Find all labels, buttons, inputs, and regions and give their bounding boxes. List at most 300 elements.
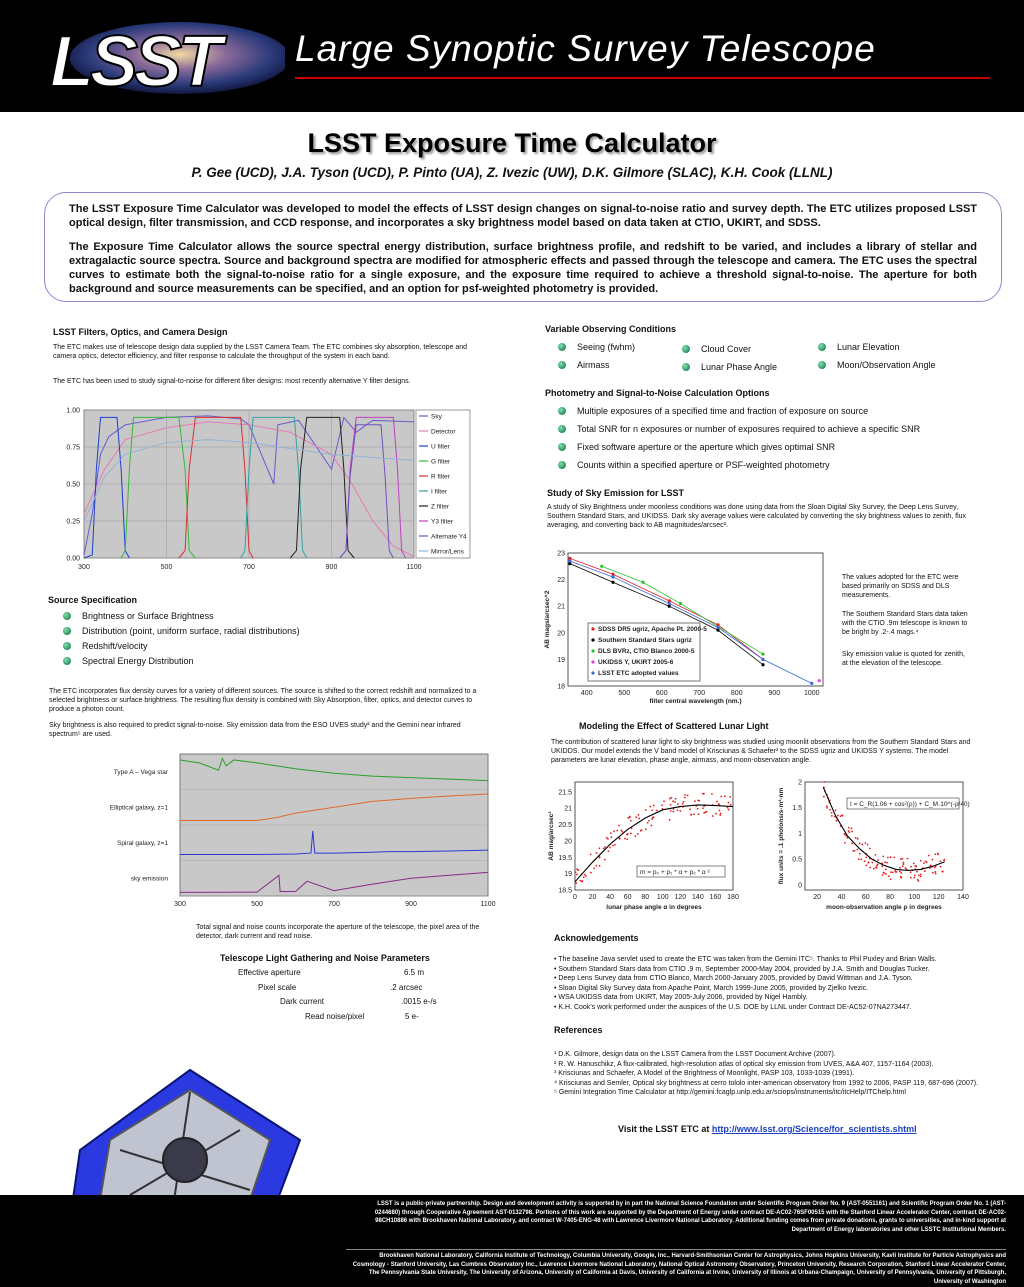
legend-swatch (591, 671, 594, 674)
param-value: .2 arcsec (390, 983, 423, 992)
sky-note-1: The values adopted for the ETC were based primarily on SDSS and DLS measurements. (842, 574, 959, 599)
x-tick-label: 80 (641, 894, 650, 901)
data-point (875, 866, 877, 868)
data-point (677, 809, 679, 811)
x-tick-label: 900 (405, 901, 417, 908)
data-point (761, 658, 764, 661)
data-point (886, 862, 888, 864)
legend-swatch (591, 638, 594, 641)
x-tick-label: 800 (730, 690, 743, 697)
data-point (596, 852, 598, 854)
x-tick-label: 500 (251, 901, 263, 908)
data-point (672, 800, 674, 802)
intro-box (44, 192, 1002, 302)
ack-text: Southern Standard Stars data from CTIO .9 m, September 2000-May 2004, provided by J.A. Smith and Douglas Tucker. (558, 965, 930, 973)
legend-label: Sky (431, 413, 442, 421)
x-tick-label: 60 (623, 894, 632, 901)
data-point (943, 859, 945, 861)
lsst-etc-link[interactable]: http://www.lsst.org/Science/for_scientists.shtml (711, 1124, 917, 1134)
x-tick-label: 160 (709, 894, 722, 901)
data-point (669, 798, 671, 800)
data-point (663, 800, 665, 802)
data-point (867, 844, 869, 846)
data-point (873, 868, 875, 870)
x-tick-label: 100 (908, 894, 921, 901)
data-point (882, 855, 884, 857)
data-point (611, 575, 614, 578)
data-point (627, 833, 629, 835)
data-point (630, 833, 632, 835)
visit-line (618, 1124, 917, 1134)
data-point (624, 838, 626, 840)
data-point (698, 800, 700, 802)
photometry-list (555, 405, 920, 477)
data-point (877, 859, 879, 861)
y-tick-label: 23 (557, 550, 565, 558)
data-point (937, 852, 939, 854)
data-point (858, 858, 860, 860)
list-item: Lunar Elevation (815, 341, 936, 359)
data-point (698, 813, 700, 815)
data-point (920, 876, 922, 878)
data-point (932, 872, 934, 874)
data-point (609, 847, 611, 849)
data-point (925, 860, 927, 862)
list-item: Seeing (fwhm) (555, 341, 635, 359)
data-point (702, 807, 704, 809)
data-point (637, 833, 639, 835)
data-point (712, 815, 714, 817)
data-point (677, 803, 679, 805)
x-tick-label: 80 (886, 894, 894, 901)
data-point (875, 854, 877, 856)
data-point (864, 860, 866, 862)
reference-item: ³ Krisciunas and Schaefer, A Model of the Brightness of Moonlight, PASP 103, 1033-1039 (1991). (554, 1070, 855, 1077)
legend-label: Mirror/Lens (431, 548, 464, 556)
data-point (612, 845, 614, 847)
y-tick-label: 2 (798, 779, 802, 787)
data-point (934, 871, 936, 873)
data-point (884, 861, 886, 863)
data-point (924, 870, 926, 872)
data-point (900, 858, 902, 860)
data-point (848, 831, 850, 833)
data-point (888, 875, 890, 877)
sky-study-paragraph: A study of Sky Brightness under moonless conditions was done using data from the Sloan Digital Sky Survey, the Deep Lens Survey, Southern Standard Stars, and UKIDSS. Dark sky average values were calculated by converting the sky brightness values to zenith, flux averaging, and converting back to AB magnitudes/arcsec². (547, 504, 967, 529)
data-point (682, 803, 684, 805)
legend-label: DLS BVRz, CTIO Blanco 2000-5 (598, 648, 695, 655)
data-point (910, 866, 912, 868)
observing-list-col1 (555, 341, 635, 374)
data-point (626, 838, 628, 840)
x-tick-label: 900 (768, 690, 781, 697)
data-point (859, 853, 861, 855)
fit-annotation: I = C_R(1.06 + cos²(ρ)) + C_M·10^(-ρ/40) (850, 801, 970, 808)
x-tick-label: 500 (618, 690, 631, 697)
series-label: Elliptical galaxy, z=1 (109, 804, 168, 812)
data-point (935, 873, 937, 875)
data-point (620, 829, 622, 831)
legend-label: R filter (431, 473, 450, 481)
x-tick-label: 20 (588, 894, 597, 901)
title-underline (295, 77, 990, 79)
data-point (716, 626, 719, 629)
x-tick-label: 120 (932, 894, 945, 901)
y-axis-label: AB mag/arcsec² (548, 811, 555, 861)
param-value: 5 e- (405, 1012, 419, 1021)
data-point (661, 804, 663, 806)
legend-label: Southern Standard Stars ugriz (598, 637, 692, 644)
y-tick-label: 19 (557, 656, 565, 664)
data-point (608, 850, 610, 852)
x-tick-label: 140 (692, 894, 704, 901)
list-item: Total SNR for n exposures or number of exposures required to achieve a specific SNR (555, 423, 920, 441)
x-tick-label: 1100 (480, 901, 496, 908)
data-point (940, 866, 942, 868)
data-point (913, 862, 915, 864)
data-point (913, 877, 915, 879)
data-point (651, 818, 653, 820)
data-point (928, 855, 930, 857)
legend-swatch (591, 649, 594, 652)
data-point (635, 816, 637, 818)
data-point (851, 831, 853, 833)
x-tick-label: 700 (243, 564, 255, 571)
data-point (590, 872, 592, 874)
data-point (670, 804, 672, 806)
y-tick-label: 20.5 (558, 822, 572, 830)
ack-text: K.H. Cook's work performed under the auspices of the U.S. DOE by LLNL under Contract DE-AC52-07NA273447. (558, 1003, 912, 1011)
x-tick-label: 600 (655, 690, 668, 697)
site-title: Large Synoptic Survey Telescope (295, 28, 876, 69)
x-tick-label: 300 (174, 901, 186, 908)
lsst-logo (40, 18, 285, 98)
data-point (720, 796, 722, 798)
x-tick-label: 0 (573, 894, 577, 901)
data-point (604, 859, 606, 861)
list-item: • Sloan Digital Sky Survey data from Apache Point, March 1999-June 2005, provided by Zjelko Ivezic. (554, 984, 869, 992)
data-point (638, 818, 640, 820)
references-heading: References (554, 1025, 603, 1035)
data-point (837, 815, 839, 817)
data-point (856, 849, 858, 851)
data-point (883, 872, 885, 874)
data-point (610, 832, 612, 834)
data-point (844, 842, 846, 844)
filters-paragraph-2: The ETC has been used to study signal-to-noise for different filter designs: most recently alternative Y filter designs. (53, 378, 411, 385)
source-spec-list (60, 610, 300, 670)
data-point (649, 806, 651, 808)
data-point (656, 810, 658, 812)
data-point (890, 856, 892, 858)
y-tick-label: 1 (798, 830, 802, 838)
data-point (899, 867, 901, 869)
sky-study-heading: Study of Sky Emission for LSST (547, 488, 685, 498)
y-tick-label: 21 (557, 603, 565, 611)
data-point (840, 815, 842, 817)
list-item: • The baseline Java servlet used to create the ETC was taken from the Gemini ITC⁵. Thanks to Phil Puxley and Brian Walls. (554, 956, 937, 963)
data-point (910, 877, 912, 879)
list-item: Lunar Phase Angle (679, 361, 777, 376)
list-item: Fixed software aperture or the aperture which gives optimal SNR (555, 441, 920, 459)
data-point (669, 819, 671, 821)
data-point (848, 827, 850, 829)
y-tick-label: 20 (564, 838, 572, 846)
data-point (590, 853, 592, 855)
data-point (901, 872, 903, 874)
sed-spectra-chart (104, 752, 496, 909)
data-point (679, 810, 681, 812)
data-point (930, 865, 932, 867)
data-point (653, 805, 655, 807)
data-point (670, 810, 672, 812)
data-point (855, 837, 857, 839)
ack-text: The baseline Java servlet used to create the ETC was taken from the Gemini ITC⁵. Thanks to Phil Puxley and Brian Walls. (558, 956, 937, 963)
acknowledgements-list (554, 955, 994, 1012)
data-point (618, 825, 620, 827)
data-point (826, 805, 828, 807)
data-point (689, 808, 691, 810)
data-point (603, 848, 605, 850)
list-item: Distribution (point, uniform surface, radial distributions) (60, 625, 300, 640)
x-tick-label: 140 (957, 894, 969, 901)
ack-text: Deep Lens Survey data from CTIO Blanco, March 2000-January 2005, provided by David Wittman and J.A. Tyson. (558, 975, 913, 982)
x-tick-label: 700 (693, 690, 706, 697)
data-point (635, 835, 637, 837)
data-point (940, 860, 942, 862)
legend-label: U filter (431, 443, 450, 451)
data-point (857, 837, 859, 839)
intro-paragraph-2: The Exposure Time Calculator allows the source spectral energy distribution, surface brightness profile, and redshift to be varied, and includes a library of stellar and extragalactic source spectra. Source and background spectra are modified for atmospheric effects and passed through the telescope and camera. The ETC uses the spectral curves to estimate both the signal-to-noise ratio for a single exposure, and the exposure time required to achieve a threshold signal-to-noise. The aperture for both background and source measurements can be specified, and an option for psf-weighted photometry is provided. (69, 241, 977, 295)
param-value: .0015 e-/s (401, 997, 437, 1006)
data-point (653, 816, 655, 818)
data-point (579, 880, 581, 882)
list-item: • K.H. Cook's work performed under the auspices of the U.S. DOE by LLNL under Contract DE-AC52-07NA273447. (554, 1003, 912, 1011)
list-item: Airmass (555, 359, 635, 374)
data-point (604, 846, 606, 848)
data-point (861, 844, 863, 846)
data-point (606, 837, 608, 839)
data-point (901, 858, 903, 860)
data-point (852, 850, 854, 852)
y-tick-label: 0.00 (66, 555, 80, 563)
x-tick-label: 500 (160, 564, 173, 571)
references-list (554, 1050, 994, 1098)
y-tick-label: 19 (564, 871, 572, 879)
source-spec-heading: Source Specification (48, 595, 138, 605)
poster-authors: P. Gee (UCD), J.A. Tyson (UCD), P. Pinto (UA), Z. Ivezic (UW), D.K. Gilmore (SLAC), K.H. Cook (LLNL) (191, 165, 833, 180)
data-point (823, 781, 825, 783)
data-point (835, 820, 837, 822)
data-point (920, 873, 922, 875)
legend-label: Y3 filter (431, 518, 454, 526)
data-point (651, 809, 653, 811)
data-point (835, 809, 837, 811)
series-label: sky emission (130, 875, 168, 883)
data-point (761, 663, 764, 666)
data-point (703, 812, 705, 814)
list-item: • WSA UKIDSS data from UKIRT, May 2005-July 2006, provided by Nigel Hambly. (554, 994, 808, 1001)
data-point (684, 794, 686, 796)
data-point (684, 797, 686, 799)
filters-heading: LSST Filters, Optics, and Camera Design (53, 327, 228, 337)
legend-label: SDSS DR5 ugriz, Apache Pt. 2000-5 (598, 626, 707, 633)
ack-text: WSA UKIDSS data from UKIRT, May 2005-July 2006, provided by Nigel Hambly. (558, 994, 808, 1001)
x-tick-label: 900 (325, 564, 338, 571)
data-point (829, 809, 831, 811)
data-point (859, 842, 861, 844)
observing-heading: Variable Observing Conditions (545, 324, 677, 334)
data-point (823, 796, 825, 798)
data-point (903, 863, 905, 865)
data-point (585, 875, 587, 877)
data-point (900, 877, 902, 879)
source-spec-paragraph-1: The ETC incorporates flux density curves for a variety of different sources. The source is shifted to the correct redshift and normalized to a selected brightness or surface brightness. The resulting flux density is combined with Sky Absorption, filter, optics, and detector curves to produce a photon count. (49, 688, 477, 713)
data-point (826, 807, 828, 809)
data-point (600, 565, 603, 568)
reference-item: ⁵ Gemini Integration Time Calculator at http://gemini.fcaglp.unlp.edu.ar/sciops/instruments/itc/itcHelp/ITChelp.html (554, 1089, 906, 1096)
list-item: • Deep Lens Survey data from CTIO Blanco, March 2000-January 2005, provided by David Wittman and J.A. Tyson. (554, 975, 913, 982)
poster-title: LSST Exposure Time Calculator (307, 128, 717, 158)
data-point (865, 864, 867, 866)
visit-prefix: Visit the LSST ETC at (618, 1124, 712, 1134)
data-point (694, 800, 696, 802)
data-point (576, 874, 578, 876)
funding-statement: LSST is a public-private partnership. Design and development activity is supported by in part the National Science Foundation under Scientific Program Order No. 9 (AST-0551161) and Scientific Program Order No. 1 (AST-0244680) through Cooperative Agreement AST-0132798. Portions of this work are supported by the Department of Energy under contract DE-AC02-76SF00515 with the Stanford Linear Accelerator Center, contract DE-AC02-98CH10886 with Brookhaven National Laboratory, and contract W-7405-ENG-48 with Lawrence Livermore National Laboratory. Additional funding comes from private donations, grants to universities, and in-kind support at Department of Energy laboratories and other LSSTC Institutional Members. (374, 1201, 1006, 1233)
legend-label: G filter (431, 458, 451, 466)
data-point (706, 811, 708, 813)
legend-label: I filter (431, 488, 447, 496)
x-tick-label: 60 (861, 894, 870, 901)
y-tick-label: 21 (564, 805, 572, 813)
list-item: • Southern Standard Stars data from CTIO .9 m, September 2000-May 2004, provided by J.A. Smith and Douglas Tucker. (554, 965, 930, 973)
data-point (916, 871, 918, 873)
legend-swatch (591, 660, 594, 663)
data-point (715, 813, 717, 815)
data-point (877, 864, 879, 866)
data-point (728, 802, 730, 804)
logo-text: LSST (50, 22, 219, 98)
data-point (818, 679, 821, 682)
data-point (934, 853, 936, 855)
reference-item: ⁴ Krisciunas and Semler, Optical sky brightness at cerro tololo inter-american observatory from 1992 to 2006, PASP 119, 687-696 (2007). (554, 1079, 979, 1087)
data-point (854, 850, 856, 852)
param-name: Effective aperture (238, 968, 301, 977)
list-item: Counts within a specified aperture or PSF-weighted photometry (555, 459, 920, 477)
moon-observation-chart (775, 778, 970, 920)
param-name: Read noise/pixel (305, 1012, 365, 1021)
filter-throughput-chart (52, 400, 472, 580)
data-point (672, 811, 674, 813)
data-point (831, 815, 833, 817)
lunar-heading: Modeling the Effect of Scattered Lunar Light (579, 721, 769, 731)
sky-brightness-chart (540, 547, 830, 707)
data-point (865, 856, 867, 858)
data-point (885, 868, 887, 870)
legend-label: LSST ETC adopted values (598, 670, 679, 677)
data-point (892, 872, 894, 874)
x-tick-label: 300 (78, 564, 90, 571)
telescope-params-heading: Telescope Light Gathering and Noise Parameters (220, 953, 430, 963)
data-point (568, 559, 571, 562)
data-point (719, 810, 721, 812)
list-item: Brightness or Surface Brightness (60, 610, 300, 625)
data-point (917, 879, 919, 881)
data-point (942, 871, 944, 873)
list-item: Spectral Energy Distribution (60, 655, 300, 670)
x-axis-label: lunar phase angle α in degrees (606, 904, 702, 911)
y-tick-label: 19.5 (558, 854, 572, 862)
data-point (693, 813, 695, 815)
data-point (675, 798, 677, 800)
data-point (864, 842, 866, 844)
data-point (729, 796, 731, 798)
data-point (724, 795, 726, 797)
data-point (907, 858, 909, 860)
data-point (640, 830, 642, 832)
data-point (728, 809, 730, 811)
filters-paragraph-1: The ETC makes use of telescope design data supplied by the LSST Camera Team. The ETC combines sky absorption, telescope and camera optics, detector efficiency, and filter response to calculate the throughput of the system in each band. (53, 344, 468, 360)
observing-list-col2 (679, 343, 777, 376)
x-tick-label: 20 (813, 894, 822, 901)
data-point (697, 808, 699, 810)
x-tick-label: 180 (727, 894, 739, 901)
data-point (595, 865, 597, 867)
data-point (651, 825, 653, 827)
data-point (910, 871, 912, 873)
y-tick-label: 0.25 (66, 518, 80, 526)
data-point (648, 820, 650, 822)
x-tick-label: 40 (837, 894, 846, 901)
data-point (905, 867, 907, 869)
data-point (641, 581, 644, 584)
lunar-phase-chart (545, 778, 740, 920)
y-tick-label: 0.50 (66, 481, 80, 489)
y-tick-label: 18 (557, 683, 565, 691)
data-point (890, 878, 892, 880)
data-point (611, 836, 613, 838)
data-point (671, 797, 673, 799)
data-point (647, 822, 649, 824)
data-point (645, 809, 647, 811)
data-point (599, 857, 601, 859)
y-tick-label: 21.5 (558, 789, 572, 797)
data-point (851, 843, 853, 845)
total-signal-text: Total signal and noise counts incorporate the aperture of the telescope, the pixel area of the detector, dark current and read noise. (196, 924, 480, 940)
data-point (896, 871, 898, 873)
data-point (645, 828, 647, 830)
reference-item: ¹ D.K. Gilmore, design data on the LSST Camera from the LSST Document Archive (2007). (554, 1051, 836, 1058)
series-label: Type A – Vega star (113, 768, 168, 776)
data-point (619, 837, 621, 839)
data-point (932, 859, 934, 861)
institutions-list: Brookhaven National Laboratory, California Institute of Technology, Columbia University, Google, Inc., Harvard-Smithsonian Center for Astrophysics, Johns Hopkins University, Kavli Institute for Particle Astrophysics and Cosmology - Stanford University, Las Cumbres Observatory Inc., Lawrence Livermore National Laboratory, National Optical Astronomy Observatory, Princeton University, Research Corporation, Stanford Linear Accelerator Center, The Pennsylvania State University, The University of Arizona, University of California at Davis, University of California at Irvine, University of Illinois at Urbana-Champaign, University of Pennsylvania, University of Pittsburgh, University of Washington (346, 1249, 1006, 1286)
sky-note-2: The Southern Standard Stars data taken with the CTIO .9m telescope is known to be bright by .2-.4 mags.⁴ (842, 611, 968, 636)
y-tick-label: 22 (557, 577, 565, 585)
data-point (614, 844, 616, 846)
data-point (716, 801, 718, 803)
data-point (583, 876, 585, 878)
x-tick-label: 1100 (406, 564, 422, 571)
x-tick-label: 100 (656, 894, 669, 901)
param-name: Pixel scale (258, 983, 297, 992)
data-point (593, 867, 595, 869)
data-point (720, 813, 722, 815)
data-point (584, 874, 586, 876)
y-tick-label: 18.5 (558, 887, 572, 895)
x-tick-label: 400 (580, 690, 593, 697)
data-point (899, 871, 901, 873)
